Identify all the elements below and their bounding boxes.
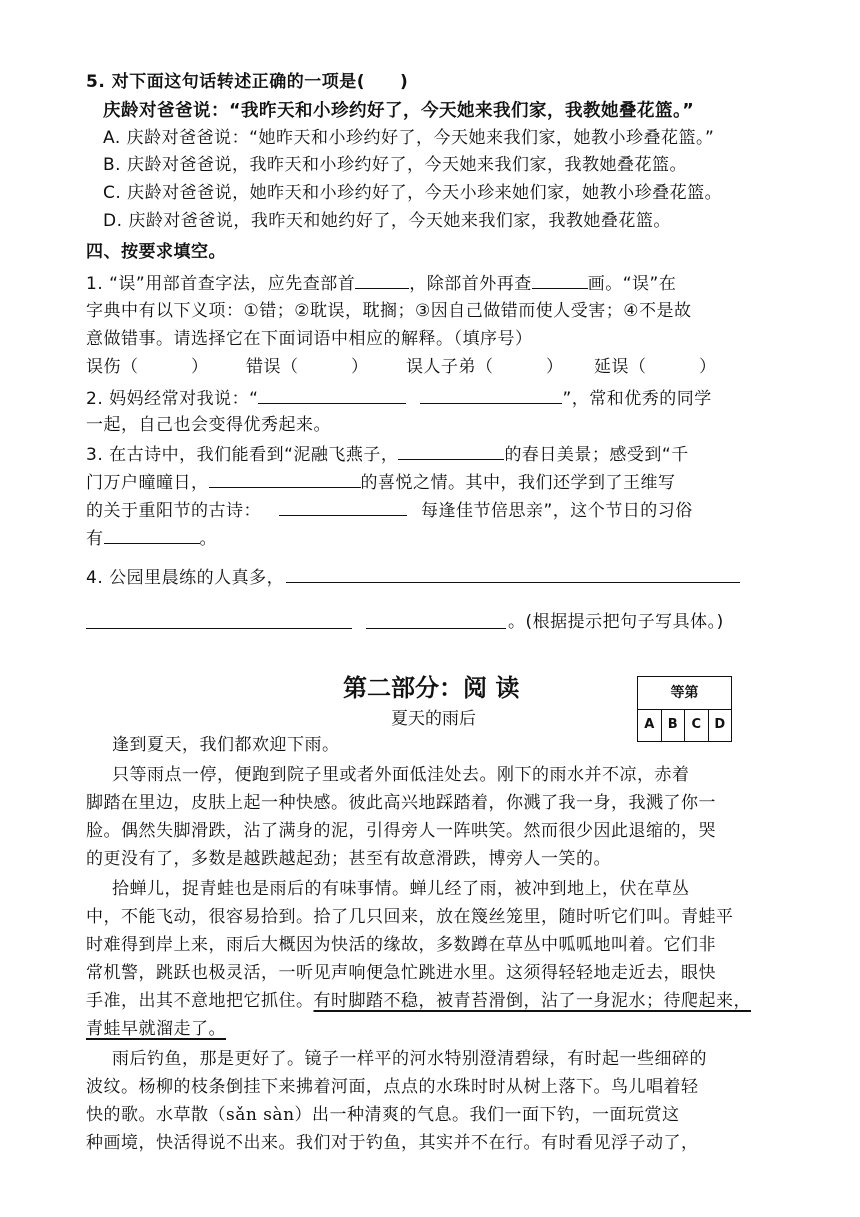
q4-2-line2: 一起，自己也会变得优秀起来。: [86, 415, 331, 435]
q4-3-text-g: 有: [86, 529, 104, 549]
q4-4-line1: 4. 公园里晨练的人真多，: [86, 568, 285, 588]
radical-blank[interactable]: [355, 270, 409, 289]
q4-3-line1: [86, 441, 689, 467]
q4-1-text-a: 1. “误”用部首查字法，应先查部首: [86, 274, 356, 294]
q4-3-text-c: 门万户曈曈日，: [86, 473, 209, 493]
q4-1-line2: 字典中有以下义项：①错；②耽误，耽搁；③因自己做错而使人受害；④不是故: [86, 301, 692, 321]
grade-d[interactable]: D: [714, 717, 726, 732]
q4-4-instruction: 。(根据提示把句子写具体。): [508, 612, 724, 632]
passage-line: [86, 989, 751, 1013]
passage-line: 的更没有了，多数是越跌越起劲；甚至有故意滑跌，博旁人一笑的。: [86, 849, 611, 869]
q4-3-text-f: 每逢佳节倍思亲”，这个节日的习俗: [421, 501, 693, 521]
section4-heading: 四、按要求填空。: [86, 242, 226, 262]
saying-blank-2[interactable]: [420, 385, 562, 404]
passage-line: 中，不能飞动，很容易拾到。拾了几只回来，放在篾丝笼里，随时听它们叫。青蛙平: [86, 907, 734, 927]
passage-line: 种画境，快活得说不出来。我们对于钓鱼，其实并不在行。有时看见浮子动了，: [86, 1133, 699, 1153]
saying-blank-1[interactable]: [258, 385, 406, 404]
underlined-sentence-part2: 青蛙早就溜走了。: [86, 1019, 226, 1039]
q4-1-word-3[interactable]: 误人子弟（ ）: [406, 357, 564, 377]
q4-1-word-1[interactable]: 误伤（ ）: [86, 357, 209, 377]
q5-option-d: D. 庆龄对爸爸说，我昨天和她约好了，今天她来我们家，我教她叠花篮。: [103, 211, 671, 231]
passage-title: 夏天的雨后: [391, 709, 476, 729]
q4-3-line4: [86, 525, 217, 551]
q5-option-a: A. 庆龄对爸爸说：“她昨天和小珍约好了，今天她来我们家，她教小珍叠花篮。”: [103, 128, 715, 148]
q4-1-word-4[interactable]: 延误（ ）: [594, 357, 717, 377]
passage-line: 逢到夏天，我们都欢迎下雨。: [112, 735, 340, 755]
part2-title: 第二部分：阅 读: [343, 674, 520, 702]
q4-3-text-h: 。: [199, 529, 217, 549]
q4-2-text-b: ”，常和优秀的同学: [562, 389, 712, 409]
stroke-count-blank[interactable]: [532, 270, 588, 289]
q4-3-text-d: 的喜悦之情。其中，我们还学到了王维写: [360, 473, 676, 493]
passage-line: [86, 1017, 226, 1041]
q4-3-line2: [86, 469, 676, 495]
grade-label: 等第: [638, 677, 731, 710]
grade-a[interactable]: A: [638, 709, 662, 741]
passage-line: 拾蝉儿，捉青蛙也是雨后的有味事情。蝉儿经了雨，被冲到地上，伏在草丛: [112, 879, 690, 899]
q5-stem: 5. 对下面这句话转述正确的一项是( ): [86, 72, 409, 92]
passage-line: 波纹。杨柳的枝条倒挂下来拂着河面，点点的水珠时时从树上落下。鸟儿唱着轻: [86, 1077, 699, 1097]
underlined-sentence-part1: 有时脚踏不稳，被青苔滑倒，沾了一身泥水；待爬起来，: [313, 991, 751, 1011]
q4-3-text-e: 的关于重阳节的古诗：: [86, 501, 261, 521]
q4-1-line3: 意做错事。请选择它在下面词语中相应的解释。（填序号）: [86, 329, 533, 349]
q4-3-text-b: 的春日美景；感受到“千: [504, 445, 689, 465]
poem-blank-2[interactable]: [209, 469, 361, 488]
poem-blank-1[interactable]: [398, 441, 504, 460]
q4-4-answer-line-1[interactable]: [286, 582, 740, 583]
passage-text: 手准，出其不意地把它抓住。: [86, 991, 314, 1011]
q4-4-answer-line-2a[interactable]: [86, 628, 352, 629]
q5-quote: 庆龄对爸爸说：“我昨天和小珍约好了，今天她来我们家，我教她叠花篮。”: [103, 101, 695, 121]
q4-1-text-c: 画。“误”在: [587, 274, 677, 294]
passage-line: 雨后钓鱼，那是更好了。镜子一样平的河水特别澄清碧绿，有时起一些细碎的: [112, 1049, 707, 1069]
grade-c[interactable]: C: [685, 709, 709, 741]
q4-1-text-b: ，除部首外再查: [409, 274, 532, 294]
q4-3-line3: [86, 497, 693, 523]
custom-blank[interactable]: [104, 525, 200, 544]
q4-4-answer-line-2b[interactable]: [366, 628, 506, 629]
grade-b[interactable]: B: [662, 709, 686, 741]
q4-2-text-a: 2. 妈妈经常对我说：“: [86, 389, 259, 409]
q4-1-word-2[interactable]: 错误（ ）: [246, 357, 369, 377]
passage-line: 常机警，跳跃也极灵活，一听见声响便急忙跳进水里。这须得轻轻地走近去，眼快: [86, 963, 716, 983]
passage-line: 脸。偶然失脚滑跌，沾了满身的泥，引得旁人一阵哄笑。然而很少因此退缩的，哭: [86, 821, 716, 841]
poem-blank-3[interactable]: [279, 497, 407, 516]
grade-box: [637, 676, 732, 742]
q5-option-c: C. 庆龄对爸爸说，她昨天和小珍约好了，今天小珍来她们家，她教小珍叠花篮。: [103, 183, 723, 203]
q4-2-line1: [86, 385, 712, 411]
passage-line: 只等雨点一停，便跑到院子里或者外面低洼处去。刚下的雨水并不凉，赤着: [112, 765, 690, 785]
passage-line: 快的歌。水草散（sǎn sàn）出一种清爽的气息。我们一面下钓，一面玩赏这: [86, 1105, 680, 1125]
q4-3-text-a: 3. 在古诗中，我们能看到“泥融飞燕子，: [86, 445, 399, 465]
passage-line: 脚踏在里边，皮肤上起一种快感。彼此高兴地踩踏着，你溅了我一身，我溅了你一: [86, 793, 716, 813]
q4-1-line1: [86, 270, 676, 296]
q5-option-b: B. 庆龄对爸爸说，我昨天和小珍约好了，今天她来我们家，我教她叠花篮。: [103, 155, 687, 175]
passage-line: 时难得到岸上来，雨后大概因为快活的缘故，多数蹲在草丛中呱呱地叫着。它们非: [86, 935, 716, 955]
